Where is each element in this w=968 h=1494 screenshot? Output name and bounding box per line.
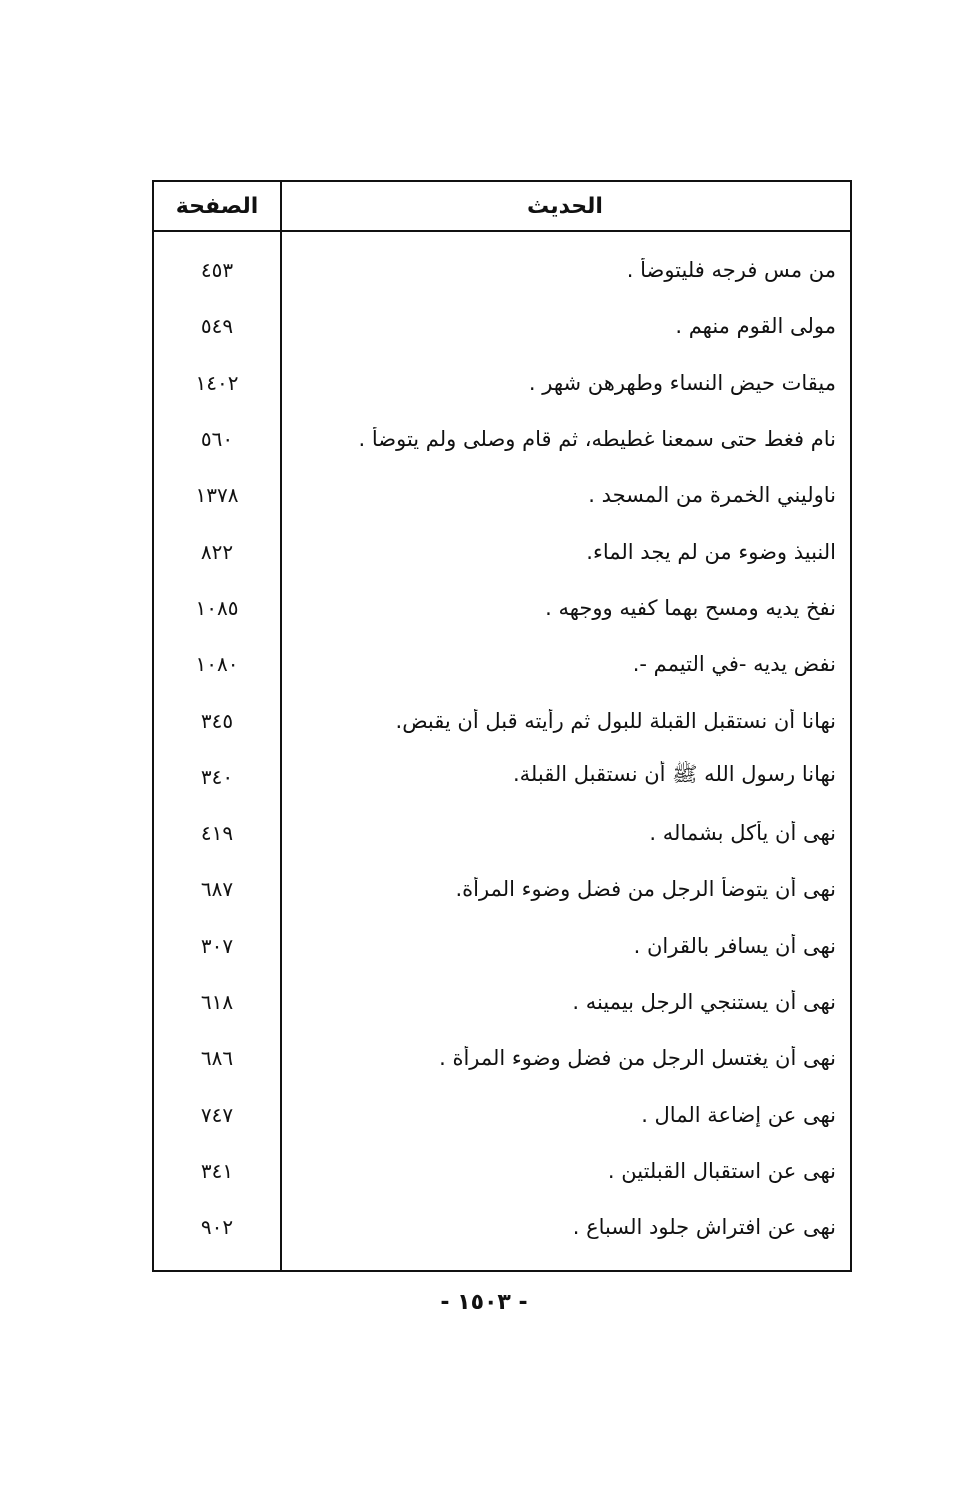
hadith-text: النبيذ وضوء من لم يجد الماء. <box>586 539 836 564</box>
table-row <box>154 580 850 636</box>
page-ref: ٥٦٠ <box>200 427 234 452</box>
hadith-text: ناوليني الخمرة من المسجد . <box>588 483 836 508</box>
hadith-text: نهانا أن نستقبل القبلة للبول ثم رأيته قبل أن يقبض. <box>395 708 836 733</box>
page-ref: ٥٤٩ <box>200 314 234 339</box>
page-ref: ٦١٨ <box>200 990 234 1014</box>
hadith-text: نهى أن يسافر بالقران . <box>633 933 836 958</box>
page-ref: ٧٤٧ <box>200 1102 234 1127</box>
table-row <box>154 1199 850 1255</box>
page-number: - ١٥٠٣ - <box>440 1290 528 1315</box>
table-row <box>154 749 850 805</box>
hadith-text: نهى أن يغتسل الرجل من فضل وضوء المرأة . <box>439 1046 836 1071</box>
table-row <box>154 467 850 523</box>
page-ref: ٤١٩ <box>200 821 234 846</box>
table-body <box>154 232 850 1255</box>
table-row <box>154 1030 850 1086</box>
hadith-text: نهى عن إضاعة المال . <box>641 1102 836 1127</box>
table-row <box>154 411 850 467</box>
table-row <box>154 805 850 861</box>
hadith-index-table <box>152 180 852 1272</box>
hadith-text: نهى عن افتراش جلود السباع . <box>572 1215 836 1240</box>
table-row <box>154 523 850 579</box>
table-row <box>154 692 850 748</box>
page-ref: ٨٢٢ <box>200 539 234 564</box>
hadith-text: ميقات حيض النساء وطهرهن شهر . <box>528 370 836 395</box>
page-ref: ٦٨٧ <box>200 877 234 902</box>
hadith-text: نفض يديه -في التيمم -. <box>632 652 836 677</box>
hadith-text: من مس فرجه فليتوضأ . <box>626 258 836 283</box>
header-page: الصفحة <box>175 193 259 219</box>
header-hadith: الحديث <box>527 193 603 219</box>
hadith-text: نهى عن استقبال القبلتين . <box>607 1158 836 1183</box>
page-ref: ٣٤١ <box>200 1158 234 1183</box>
hadith-text: نهانا رسول الله ﷺ أن نستقبل القبلة. <box>513 762 836 787</box>
table-header <box>154 182 850 232</box>
page-ref: ٤٥٣ <box>200 258 234 283</box>
hadith-text: نهى أن يأكل بشماله . <box>649 821 836 846</box>
page-ref: ٣٤٥ <box>200 708 234 733</box>
table-row <box>154 636 850 692</box>
table-row <box>154 974 850 1030</box>
table-row <box>154 918 850 974</box>
table-row <box>154 242 850 298</box>
hadith-text: نهى أن يتوضأ الرجل من فضل وضوء المرأة. <box>455 877 836 902</box>
page-ref: ١٤٠٢ <box>195 370 239 395</box>
page-ref: ١٣٧٨ <box>195 483 239 508</box>
table-row <box>154 1086 850 1142</box>
page-ref: ١٠٨٠ <box>195 652 239 677</box>
page-ref: ١٠٨٥ <box>195 595 239 620</box>
hadith-text: نام فغط حتى سمعنا غطيطه، ثم قام وصلى ولم يتوضأ . <box>358 427 836 452</box>
table-row <box>154 861 850 917</box>
hadith-text: نفخ يديه ومسح بهما كفيه ووجهه . <box>545 595 836 620</box>
table-row <box>154 298 850 354</box>
page-ref: ٦٨٦ <box>200 1046 234 1071</box>
page-ref: ٩٠٢ <box>200 1215 234 1240</box>
page-ref: ٣٠٧ <box>200 933 234 958</box>
page-ref: ٣٤٠ <box>200 764 234 789</box>
hadith-text: مولى القوم منهم . <box>675 314 836 339</box>
table-row <box>154 355 850 411</box>
hadith-text: نهى أن يستنجي الرجل بيمينه . <box>572 990 836 1014</box>
table-row <box>154 1143 850 1199</box>
